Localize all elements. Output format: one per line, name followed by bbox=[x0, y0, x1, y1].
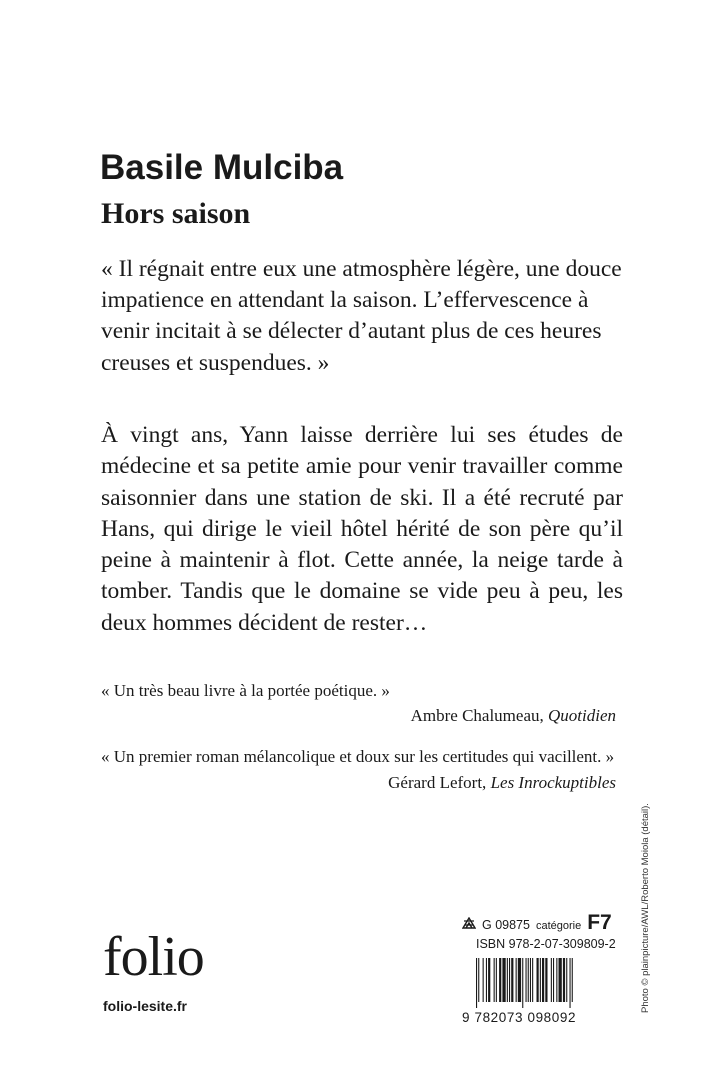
review-attribution bbox=[388, 772, 616, 794]
barcode-bar bbox=[570, 958, 571, 1008]
review-critic: Gérard Lefort, bbox=[388, 773, 487, 792]
barcode-bar bbox=[488, 958, 490, 1002]
barcode-bar bbox=[494, 958, 495, 1002]
barcode-bar bbox=[540, 958, 541, 1002]
barcode-bar bbox=[499, 958, 501, 1002]
barcode-bar bbox=[572, 958, 573, 1002]
barcode-bar bbox=[478, 958, 479, 1002]
photo-credit: Photo © plainpicture/AWL/Roberto Moiola (détail). bbox=[640, 803, 651, 1013]
barcode-bar bbox=[556, 958, 557, 1002]
isbn: ISBN 978-2-07-309809-2 bbox=[476, 937, 616, 951]
review-critic: Ambre Chalumeau, bbox=[410, 706, 544, 725]
barcode-bar bbox=[553, 958, 554, 1002]
barcode-bar bbox=[518, 958, 521, 1002]
barcode-bar bbox=[551, 958, 552, 1002]
review-quote: « Un très beau livre à la portée poétique. » bbox=[101, 681, 390, 700]
barcode-bar bbox=[507, 958, 508, 1002]
synopsis: À vingt ans, Yann laisse derrière lui ses études de médecine et sa petite amie pour venir travailler comme saisonnier dans une station de ski. Il a été recruté par Hans, qui dirige le vieil hôtel hérité de son père qu’il peine à maintenir à flot. Cette année, la neige tarde à tomber. Tandis que le domaine se vide peu à peu, les deux hommes décident de rester… bbox=[101, 422, 623, 636]
barcode-bar bbox=[545, 958, 547, 1002]
barcode-bar bbox=[496, 958, 497, 1002]
barcode-digits: 9 782073 098092 bbox=[462, 1010, 577, 1025]
review-publication: Les Inrockuptibles bbox=[490, 773, 616, 792]
barcode-bar bbox=[563, 958, 565, 1002]
barcode-bar bbox=[486, 958, 487, 1002]
barcode-bar bbox=[528, 958, 529, 1002]
barcode-bar bbox=[542, 958, 544, 1002]
folio-logo: folio bbox=[103, 926, 204, 988]
category-label: catégorie bbox=[535, 920, 582, 932]
product-code: G 09875 bbox=[482, 918, 530, 932]
barcode-bar bbox=[516, 958, 517, 1002]
barcode-bar bbox=[522, 958, 523, 1008]
barcode-bar bbox=[566, 958, 567, 1002]
category-code: F7 bbox=[587, 911, 612, 934]
author-name: Basile Mulciba bbox=[100, 148, 344, 187]
recycling-logo-icon bbox=[462, 917, 476, 929]
barcode-bar bbox=[537, 958, 539, 1002]
barcode-bar bbox=[559, 958, 562, 1002]
barcode-bar bbox=[530, 958, 531, 1002]
barcode-bar bbox=[483, 958, 484, 1002]
publisher-website: folio-lesite.fr bbox=[103, 998, 188, 1014]
barcode-bars bbox=[476, 958, 622, 1008]
book-title: Hors saison bbox=[101, 197, 251, 230]
product-codes bbox=[462, 912, 616, 952]
barcode-bar bbox=[476, 958, 477, 1008]
review-publication: Quotidien bbox=[548, 706, 616, 725]
barcode-bar bbox=[526, 958, 527, 1002]
review-attribution bbox=[411, 705, 616, 727]
review-quote: « Un premier roman mélancolique et doux sur les certitudes qui vacillent. » bbox=[101, 747, 615, 766]
barcode-bar bbox=[509, 958, 510, 1002]
barcode-bar bbox=[502, 958, 505, 1002]
barcode-bar bbox=[532, 958, 533, 1002]
barcode bbox=[462, 958, 622, 1025]
barcode-bar bbox=[511, 958, 513, 1002]
excerpt-quote: « Il régnait entre eux une atmosphère légère, une douce impatience en attendant la saison. L’effervescence à venir incitait à se délecter d’autant plus de ces heures creuses et suspendues. » bbox=[101, 256, 622, 376]
